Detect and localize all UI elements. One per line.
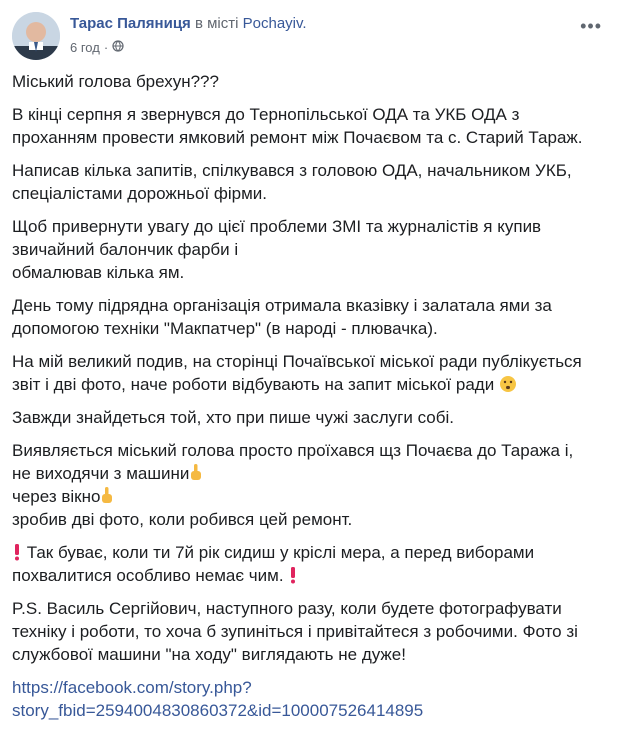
text-line: звичайний балончик фарби і — [12, 240, 239, 259]
location-prefix: в місті — [194, 15, 239, 32]
paragraph-3 — [12, 159, 608, 205]
paragraph-9 — [12, 541, 608, 587]
text-line: Так буває, коли ти 7й рік сидиш у кріслі мера, а перед виборами — [26, 543, 535, 562]
pointing-up-icon — [100, 485, 114, 508]
text-line: P.S. Василь Сергійович, наступного разу, коли будете фотографувати — [12, 599, 562, 618]
avatar[interactable] — [12, 12, 60, 60]
text-line: Міський голова брехун??? — [12, 72, 219, 91]
text-line: проханням провести ямковий ремонт між Почаєвом та с. Старий Тараж. — [12, 128, 583, 147]
paragraph-6 — [12, 350, 608, 396]
author-line — [70, 15, 307, 32]
text-line: не виходячи з машини — [12, 464, 190, 483]
paragraph-10 — [12, 597, 608, 666]
text-line: звіт і дві фото, наче роботи відбувають на запит міської ради — [12, 375, 495, 394]
text-line: спеціалістами дорожньої фірми. — [12, 184, 268, 203]
paragraph-2 — [12, 103, 608, 149]
text-line: В кінці серпня я звернувся до Тернопільської ОДА та УКБ ОДА з — [12, 105, 520, 124]
link-line[interactable]: https://facebook.com/story.php? — [12, 678, 252, 697]
worried-face-icon — [499, 373, 517, 396]
text-line: допомогою техніки "Макпатчер" (в народі - плювачка). — [12, 319, 438, 338]
timestamp[interactable]: 6 год — [70, 40, 100, 55]
paragraph-8 — [12, 439, 608, 531]
meta-dot: · — [103, 40, 109, 55]
text-line: через вікно — [12, 487, 101, 506]
pointing-up-icon — [189, 462, 203, 485]
text-line: На мій великий подив, на сторінці Почаївської міської ради публікується — [12, 352, 582, 371]
paragraph-4 — [12, 215, 608, 284]
text-line: зробив дві фото, коли робився цей ремонт. — [12, 510, 353, 529]
globe-icon — [112, 40, 124, 55]
text-line: похвалитися особливо немає чим. — [12, 566, 284, 585]
post-body — [12, 70, 608, 732]
post-meta — [70, 40, 124, 55]
text-line: Виявляється міський голова просто проїхався щз Почаєва до Таража і, — [12, 441, 574, 460]
more-options-icon[interactable]: ••• — [580, 16, 602, 36]
link-line[interactable]: story_fbid=2594004830860372&id=100007526414895 — [12, 701, 424, 720]
location-link[interactable]: Pochayiv. — [242, 15, 307, 32]
text-line: День тому підрядна організація отримала вказівку і залатала ями за — [12, 296, 552, 315]
text-line-with-emoji — [12, 564, 608, 587]
text-line-with-emoji — [12, 485, 608, 508]
text-line-with-emoji — [12, 462, 608, 485]
text-line: обмалював кілька ям. — [12, 263, 185, 282]
text-line: Написав кілька запитів, спілкувався з головою ОДА, начальником УКБ, — [12, 161, 572, 180]
exclamation-icon — [288, 564, 298, 587]
story-link[interactable] — [12, 676, 608, 722]
paragraph-5 — [12, 294, 608, 340]
text-line: Завжди знайдеться той, хто при пише чужі заслуги собі. — [12, 408, 454, 427]
text-line: Щоб привернути увагу до цієї проблеми ЗМІ та журналістів я купив — [12, 217, 542, 236]
post-header — [12, 10, 608, 62]
paragraph-1 — [12, 70, 608, 93]
exclamation-icon — [12, 541, 22, 564]
text-line: службової машини "на ходу" виглядають не дуже! — [12, 645, 406, 664]
text-line-with-emoji — [12, 541, 608, 564]
paragraph-7 — [12, 406, 608, 429]
text-line-with-emoji — [12, 373, 608, 396]
text-line: техніку і роботи, то хоча б зупиніться і привітайтеся з робочими. Фото зі — [12, 622, 578, 641]
author-name[interactable]: Тарас Паляниця — [70, 15, 191, 32]
